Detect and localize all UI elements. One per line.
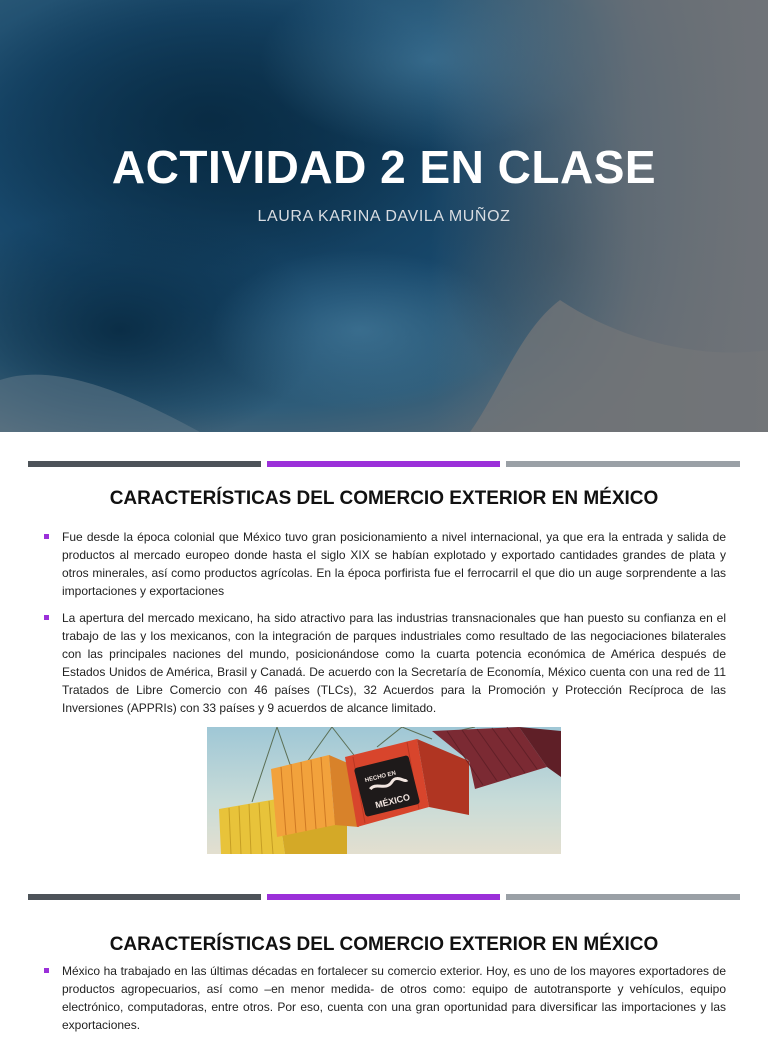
stamp-bottom-text: MÉXICO: [374, 791, 412, 811]
bullet-square-icon: [44, 615, 49, 620]
bar-gray: [506, 461, 740, 467]
bar-purple: [267, 461, 500, 467]
orange-container: [271, 755, 359, 837]
bullet-square-icon: [44, 968, 49, 973]
bullet-item: [42, 609, 726, 717]
stamp-top-text: HECHO EN: [364, 770, 397, 785]
bullet-item: [42, 962, 726, 1034]
decorative-bars: [28, 461, 740, 467]
presentation-title: ACTIVIDAD 2 EN CLASE: [111, 141, 657, 193]
bullet-list: [42, 528, 726, 726]
bar-dark: [28, 894, 261, 900]
slide-heading: CARACTERÍSTICAS DEL COMERCIO EXTERIOR EN MÉXICO: [109, 488, 659, 509]
decorative-bars: [28, 894, 740, 900]
bullet-text: Fue desde la época colonial que México tuvo gran posicionamiento a nivel internacional, ya que era la entrada y salida de productos al mercado europeo donde hasta el siglo XIX se habían explotado y exportado cantidades grandes de plata y otros minerales, así como productos agrícolas. En la época porfirista fue el ferrocarril el que dio un auge sorprendente a las importaciones y exportaciones: [62, 530, 726, 598]
bar-purple: [267, 894, 500, 900]
presentation-author: LAURA KARINA DAVILA MUÑOZ: [257, 208, 511, 225]
bullet-item: [42, 528, 726, 600]
shipping-containers-image: [207, 727, 561, 854]
slide-heading: CARACTERÍSTICAS DEL COMERCIO EXTERIOR EN MÉXICO: [109, 934, 659, 955]
bullet-text: La apertura del mercado mexicano, ha sido atractivo para las industrias transnacionales que han puesto su confianza en el trabajo de las y los mexicanos, con la integración de parques industriales como resultado de las negociaciones bilaterales con las principales naciones del mundo, posicionándose como la cuarta potencia económica de América después de Estados Unidos de América, Brasil y Canadá. De acuerdo con la Secretaría de Economía, México cuenta con una red de 11 Tratados de Libre Comercio con 46 países (TLCs), 32 Acuerdos para la Promoción y Protección Recíproca de las Inversiones (APPRIs) con 33 países y 9 acuerdos de alcance limitado.: [62, 611, 726, 715]
bullet-list: [42, 962, 726, 1043]
bullet-square-icon: [44, 534, 49, 539]
bullet-text: México ha trabajado en las últimas décadas en fortalecer su comercio exterior. Hoy, es uno de los mayores exportadores de productos agropecuarios, así como –en menor medida- de otros como: equipo de autotransporte y vehículos, equipo electrónico, computadoras, entre otros. Por eso, cuenta con una gran oportunidad para diversificar las importaciones y las exportaciones.: [62, 964, 726, 1032]
bar-gray: [506, 894, 740, 900]
bar-dark: [28, 461, 261, 467]
title-slide: [0, 0, 768, 432]
